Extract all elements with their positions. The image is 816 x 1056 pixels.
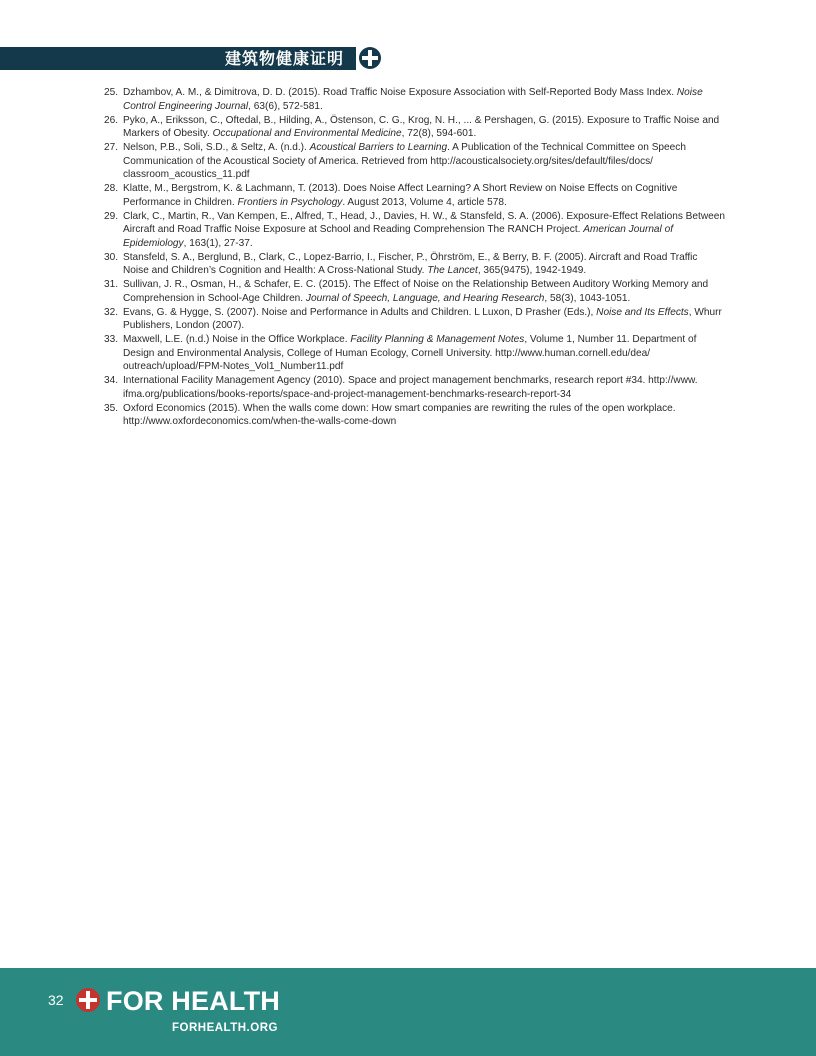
reference-segment: Nelson, P.B., Soli, S.D., & Seltz, A. (n.d.). (123, 142, 310, 153)
reference-text (123, 252, 697, 277)
reference-number: 35. (104, 402, 119, 414)
reference-number: 26. (104, 114, 119, 126)
reference-item (104, 86, 726, 113)
reference-text (123, 307, 722, 332)
reference-list (104, 86, 726, 429)
header-title: 建筑物健康证明 (224, 49, 344, 68)
reference-segment: , Volume 1, Number 11. Department of Design and Environmental Analysis, College of Human Ecology, Cornell University. http://www.human.cornell.edu/dea/ outreach/upload/FPM-Notes_Vol1_Number11.pdf (123, 334, 697, 372)
reference-segment: , 58(3), 1043-1051. (544, 292, 631, 304)
reference-title: Frontiers in Psychology (237, 196, 343, 208)
reference-number: 27. (104, 142, 119, 153)
reference-segment: , 63(6), 572-581. (248, 100, 323, 112)
reference-segment: , 163(1), 27-37. (183, 237, 253, 249)
reference-title: Acoustical Barriers to Learning (309, 142, 448, 153)
reference-item (104, 333, 726, 374)
reference-title: Noise Control Engineering Journal (123, 87, 703, 112)
reference-segment: Maxwell, L.E. (n.d.) Noise in the Office Workplace. (123, 334, 351, 345)
reference-item (104, 114, 726, 141)
reference-segment: International Facility Management Agency (2010). Space and project management benchmarks, research report #34. http://www. ifma.org/publications/books-reports/space-and-project-management-benchmarks-research-report-34 (123, 375, 698, 400)
reference-item (104, 278, 726, 305)
reference-number: 31. (104, 279, 119, 290)
reference-segment: Sullivan, J. R., Osman, H., & Schafer, E. C. (2015). The Effect of Noise on the Relationship Between Auditory Working Memory and Comprehension in School-Age Children. (123, 279, 709, 304)
brand-name: FOR HEALTH (106, 986, 280, 1016)
reference-item (104, 141, 726, 182)
reference-item (104, 182, 726, 209)
reference-number: 30. (104, 251, 119, 263)
reference-number: 34. (104, 375, 119, 386)
reference-title: Facility Planning & Management Notes (350, 334, 525, 345)
reference-title: American Journal of Epidemiology (123, 224, 674, 249)
reference-title: Journal of Speech, Language, and Hearing Research (305, 292, 545, 304)
brand-url: FORHEALTH.ORG (172, 1022, 278, 1034)
reference-text (123, 375, 698, 400)
reference-item (104, 374, 726, 401)
reference-segment: Klatte, M., Bergstrom, K. & Lachmann, T. (2013). Does Noise Affect Learning? A Short Review on Noise Effects on Cognitive Performance in Children. (123, 183, 678, 208)
reference-segment: Clark, C., Martin, R., Van Kempen, E., Alfred, T., Head, J., Davies, H. W., & Stansfeld, S. A. (2006). Exposure-Effect Relations Between Aircraft and Road Traffic Noise Exposure at School and Reading Comprehension The RANCH Project. (123, 210, 725, 235)
reference-item (104, 402, 726, 429)
reference-number: 32. (104, 306, 119, 318)
reference-text (123, 183, 677, 208)
reference-title: Occupational and Environmental Medicine (212, 128, 402, 139)
reference-segment: Pyko, A., Eriksson, C., Oftedal, B., Hilding, A., Östenson, C. G., Krog, N. H., ... & Pershagen, G. (2015). Exposure to Traffic Noise and Markers of Obesity. (123, 114, 720, 139)
reference-number: 33. (104, 334, 119, 345)
reference-item (104, 251, 726, 278)
reference-text (123, 279, 708, 304)
reference-segment: . August 2013, Volume 4, article 578. (342, 196, 507, 208)
reference-text (123, 142, 686, 180)
reference-segment: Dzhambov, A. M., & Dimitrova, D. D. (2015). Road Traffic Noise Exposure Association with Self-Reported Body Mass Index. (123, 87, 677, 98)
plus-icon (76, 988, 100, 1012)
reference-number: 25. (104, 87, 119, 98)
reference-number: 29. (104, 210, 119, 222)
plus-icon (359, 47, 381, 69)
reference-number: 28. (104, 183, 119, 194)
reference-segment: Evans, G. & Hygge, S. (2007). Noise and Performance in Adults and Children. L Luxon, D Prasher (Eds.), (123, 306, 597, 318)
reference-segment: . A Publication of the Technical Committee on Speech Communication of the Acoustical Society of America. Retrieved from http://acousticalsociety.org/sites/default/files/docs/ classroom_acoustics_11.pdf (123, 142, 686, 180)
reference-text (123, 115, 719, 140)
reference-segment: , 365(9475), 1942-1949. (477, 265, 587, 276)
reference-text (123, 211, 725, 249)
reference-item (104, 306, 726, 333)
reference-text (123, 403, 676, 428)
reference-text (123, 87, 703, 112)
reference-segment: Stansfeld, S. A., Berglund, B., Clark, C., Lopez-Barrio, I., Fischer, P., Öhrström, E., & Berry, B. F. (2005). Aircraft and Road Traffic Noise and Children’s Cognition and Health: A Cross-National Study. (123, 251, 698, 276)
reference-segment: Oxford Economics (2015). When the walls come down: How smart companies are rewriting the rules of the open workplace. http://www.oxfordeconomics.com/when-the-walls-come-down (123, 402, 676, 427)
reference-segment: , Whurr Publishers, London (2007). (123, 306, 722, 331)
reference-title: The Lancet (427, 265, 478, 276)
reference-text (123, 334, 696, 372)
reference-item (104, 210, 726, 251)
reference-title: Noise and Its Effects (596, 306, 689, 318)
reference-segment: , 72(8), 594-601. (401, 128, 477, 139)
page-number: 32 (48, 992, 64, 1008)
